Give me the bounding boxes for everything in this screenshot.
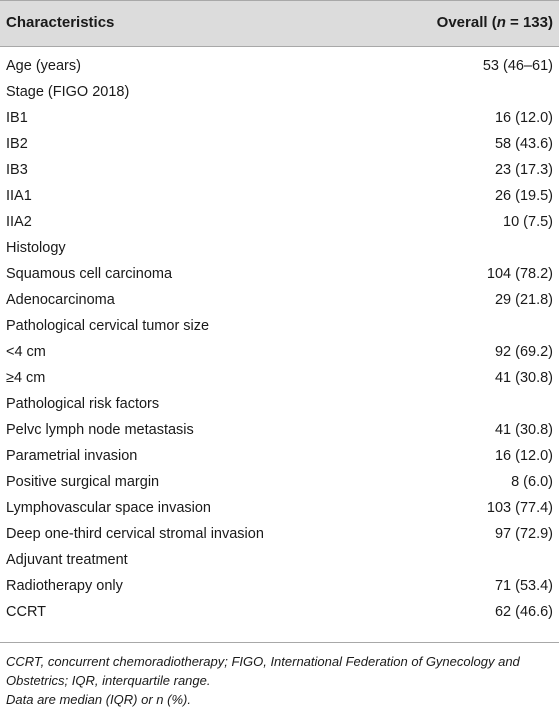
table-row xyxy=(0,55,559,81)
row-value: 58 (43.6) xyxy=(494,136,553,152)
row-value: 23 (17.3) xyxy=(494,162,553,178)
table-row xyxy=(0,211,559,237)
table-row xyxy=(0,367,559,393)
footnote-line-1: CCRT, concurrent chemoradiotherapy; FIGO, International Federation of Gynecology and xyxy=(6,654,520,669)
row-label: Adenocarcinoma xyxy=(6,292,115,308)
row-label: Positive surgical margin xyxy=(6,474,160,490)
table-footnote xyxy=(6,652,553,709)
table-row xyxy=(0,81,559,107)
row-label: Pathological cervical tumor size xyxy=(6,318,210,334)
table-header xyxy=(0,0,559,47)
row-label: <4 cm xyxy=(6,344,46,360)
table-row xyxy=(0,133,559,159)
row-value: 62 (46.6) xyxy=(494,604,553,620)
row-value: 41 (30.8) xyxy=(494,422,553,438)
table-row xyxy=(0,601,559,627)
header-overall-suffix: = 133) xyxy=(505,14,553,31)
row-value: 92 (69.2) xyxy=(494,344,553,360)
row-label: Pelvc lymph node metastasis xyxy=(6,422,194,438)
row-label: Deep one-third cervical stromal invasion xyxy=(6,526,264,542)
row-label: Age (years) xyxy=(6,58,81,74)
table-row xyxy=(0,575,559,601)
table-row xyxy=(0,185,559,211)
row-label: IIA1 xyxy=(6,188,32,204)
row-value: 97 (72.9) xyxy=(494,526,553,542)
table-row xyxy=(0,237,559,263)
table-row xyxy=(0,497,559,523)
footnote-line-2: Obstetrics; IQR, interquartile range. xyxy=(6,673,211,688)
header-overall-n: n xyxy=(496,14,506,31)
row-value: 8 (6.0) xyxy=(511,474,553,490)
row-label: Squamous cell carcinoma xyxy=(6,266,173,282)
row-value: 104 (78.2) xyxy=(486,266,553,282)
row-label: IIA2 xyxy=(6,214,32,230)
row-label: IB1 xyxy=(6,110,28,126)
row-label: IB2 xyxy=(6,136,28,152)
row-label: CCRT xyxy=(6,604,47,620)
table-row xyxy=(0,263,559,289)
header-overall xyxy=(437,14,553,31)
header-overall-prefix: Overall ( xyxy=(436,14,497,31)
table-row xyxy=(0,107,559,133)
row-value: 41 (30.8) xyxy=(494,370,553,386)
row-value: 103 (77.4) xyxy=(486,500,553,516)
table-row xyxy=(0,523,559,549)
table-row xyxy=(0,549,559,575)
footnote-line-3: Data are median (IQR) or n (%). xyxy=(6,692,191,707)
row-value: 16 (12.0) xyxy=(494,448,553,464)
row-value: 71 (53.4) xyxy=(494,578,553,594)
row-label: Histology xyxy=(6,240,66,256)
row-label: Radiotherapy only xyxy=(6,578,123,594)
row-value: 26 (19.5) xyxy=(494,188,553,204)
row-value: 16 (12.0) xyxy=(494,110,553,126)
row-label: Adjuvant treatment xyxy=(6,552,128,568)
table-row xyxy=(0,315,559,341)
row-label: Lymphovascular space invasion xyxy=(6,500,211,516)
row-label: IB3 xyxy=(6,162,28,178)
row-label: Pathological risk factors xyxy=(6,396,160,412)
table-row xyxy=(0,341,559,367)
header-characteristics: Characteristics xyxy=(6,14,115,31)
row-label: ≥4 cm xyxy=(6,370,46,386)
table-body xyxy=(0,55,559,627)
table-row xyxy=(0,419,559,445)
table-row xyxy=(0,289,559,315)
row-value: 29 (21.8) xyxy=(494,292,553,308)
row-label: Parametrial invasion xyxy=(6,448,138,464)
table-row xyxy=(0,471,559,497)
row-value: 53 (46–61) xyxy=(482,58,553,74)
table-row xyxy=(0,393,559,419)
table-row xyxy=(0,445,559,471)
row-value: 10 (7.5) xyxy=(503,214,553,230)
table-bottom-rule xyxy=(0,642,559,643)
table-row xyxy=(0,159,559,185)
row-label: Stage (FIGO 2018) xyxy=(6,84,130,100)
